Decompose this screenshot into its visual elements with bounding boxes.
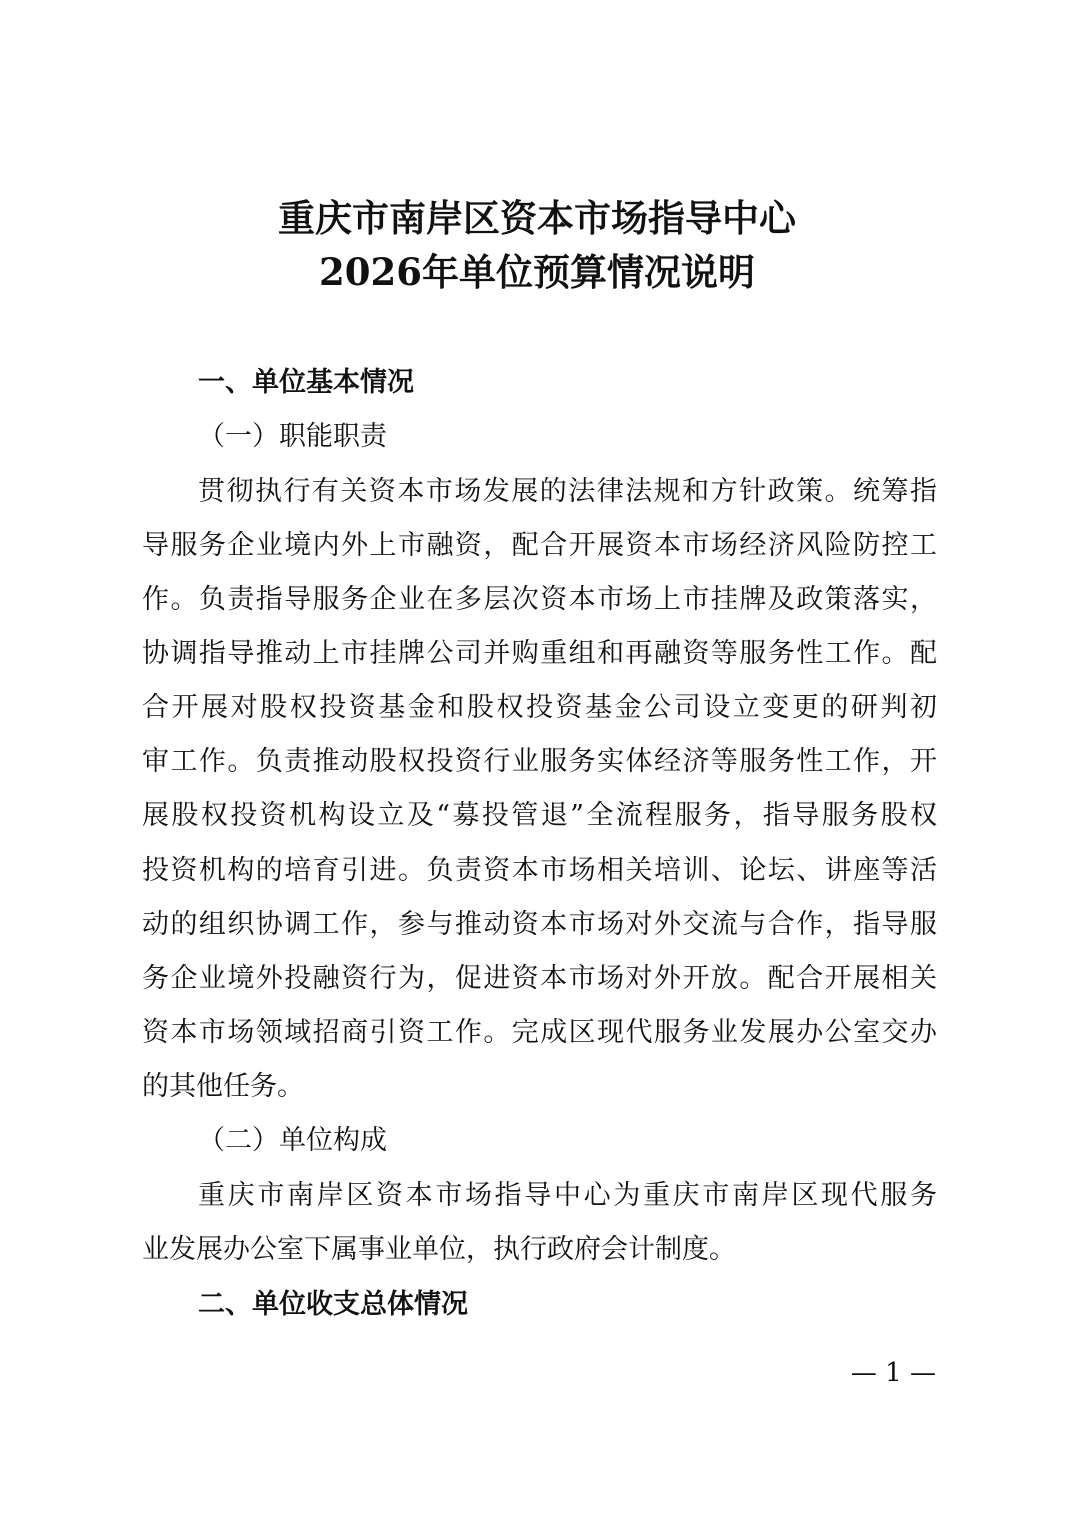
paragraph-line: 的其他任务。 xyxy=(142,1071,304,1102)
document-title-line-2: 2026年单位预算情况说明 xyxy=(319,250,755,294)
paragraph-line: 合开展对股权投资基金和股权投资基金公司设立变更的研判初 xyxy=(142,692,937,723)
document-title-line-1: 重庆市南岸区资本市场指导中心 xyxy=(278,196,796,240)
paragraph-line: 务企业境外投融资行为，促进资本市场对外开放。配合开展相关 xyxy=(142,963,937,994)
page-number: — 1 — xyxy=(850,1358,936,1388)
paragraph-line: 审工作。负责推动股权投资行业服务实体经济等服务性工作，开 xyxy=(142,746,937,777)
paragraph-line: 投资机构的培育引进。负责资本市场相关培训、论坛、讲座等活 xyxy=(142,855,937,886)
subsection-2-heading: （二）单位构成 xyxy=(198,1125,387,1156)
subsection-1-heading: （一）职能职责 xyxy=(198,421,387,452)
paragraph-line: 导服务企业境内外上市融资，配合开展资本市场经济风险防控工 xyxy=(142,530,937,561)
paragraph-line: 展股权投资机构设立及“募投管退”全流程服务，指导服务股权 xyxy=(142,800,937,831)
paragraph-line: 贯彻执行有关资本市场发展的法律法规和方针政策。统筹指 xyxy=(198,476,937,507)
paragraph-line: 作。负责指导服务企业在多层次资本市场上市挂牌及政策落实， xyxy=(142,584,937,615)
section-2-heading: 二、单位收支总体情况 xyxy=(198,1289,468,1320)
paragraph-line: 资本市场领域招商引资工作。完成区现代服务业发展办公室交办 xyxy=(142,1017,937,1048)
paragraph-line: 动的组织协调工作，参与推动资本市场对外交流与合作，指导服 xyxy=(142,909,937,940)
section-1-heading: 一、单位基本情况 xyxy=(198,367,414,398)
paragraph-line: 业发展办公室下属事业单位，执行政府会计制度。 xyxy=(142,1234,736,1265)
paragraph-line: 重庆市南岸区资本市场指导中心为重庆市南岸区现代服务 xyxy=(198,1180,937,1211)
paragraph-line: 协调指导推动上市挂牌公司并购重组和再融资等服务性工作。配 xyxy=(142,638,937,669)
